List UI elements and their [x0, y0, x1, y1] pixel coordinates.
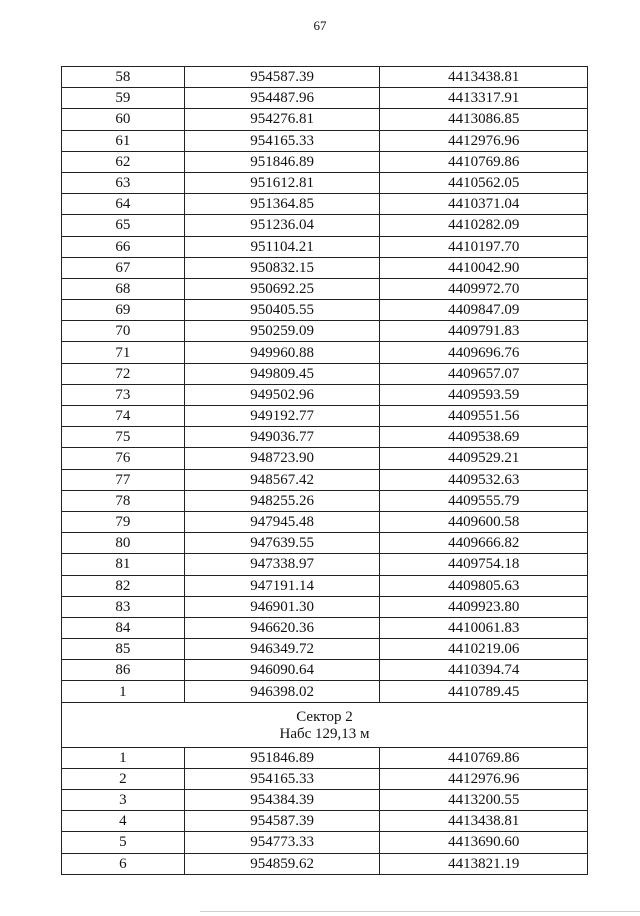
y-coordinate-cell: 4410282.09 — [380, 215, 588, 236]
table-row — [62, 194, 588, 215]
sector-header-row — [62, 702, 588, 747]
y-coordinate-cell: 4409696.76 — [380, 342, 588, 363]
point-number-cell: 59 — [62, 88, 185, 109]
x-coordinate-cell: 954165.33 — [184, 130, 380, 151]
x-coordinate-cell: 950832.15 — [184, 257, 380, 278]
x-coordinate-cell: 946349.72 — [184, 639, 380, 660]
point-number-cell: 85 — [62, 639, 185, 660]
point-number-cell: 77 — [62, 469, 185, 490]
x-coordinate-cell: 951846.89 — [184, 151, 380, 172]
table-row — [62, 768, 588, 789]
y-coordinate-cell: 4410197.70 — [380, 236, 588, 257]
y-coordinate-cell: 4410562.05 — [380, 172, 588, 193]
x-coordinate-cell: 947191.14 — [184, 575, 380, 596]
point-number-cell: 72 — [62, 363, 185, 384]
y-coordinate-cell: 4413200.55 — [380, 790, 588, 811]
x-coordinate-cell: 954587.39 — [184, 67, 380, 88]
y-coordinate-cell: 4410769.86 — [380, 151, 588, 172]
y-coordinate-cell: 4409791.83 — [380, 321, 588, 342]
table-row — [62, 67, 588, 88]
y-coordinate-cell: 4412976.96 — [380, 768, 588, 789]
x-coordinate-cell: 947945.48 — [184, 511, 380, 532]
table-row — [62, 832, 588, 853]
y-coordinate-cell: 4410219.06 — [380, 639, 588, 660]
y-coordinate-cell: 4412976.96 — [380, 130, 588, 151]
y-coordinate-cell: 4409532.63 — [380, 469, 588, 490]
point-number-cell: 2 — [62, 768, 185, 789]
table-row — [62, 533, 588, 554]
table-row — [62, 88, 588, 109]
table-row — [62, 215, 588, 236]
y-coordinate-cell: 4413317.91 — [380, 88, 588, 109]
point-number-cell: 75 — [62, 427, 185, 448]
sector-title: Сектор 2 — [296, 708, 353, 725]
table-row — [62, 790, 588, 811]
table-row — [62, 490, 588, 511]
x-coordinate-cell: 954773.33 — [184, 832, 380, 853]
table-row — [62, 172, 588, 193]
x-coordinate-cell: 954276.81 — [184, 109, 380, 130]
scan-edge-line — [200, 911, 640, 912]
y-coordinate-cell: 4409538.69 — [380, 427, 588, 448]
y-coordinate-cell: 4409529.21 — [380, 448, 588, 469]
table-row — [62, 236, 588, 257]
table-row — [62, 342, 588, 363]
point-number-cell: 4 — [62, 811, 185, 832]
point-number-cell: 3 — [62, 790, 185, 811]
x-coordinate-cell: 949960.88 — [184, 342, 380, 363]
table-row — [62, 427, 588, 448]
x-coordinate-cell: 954384.39 — [184, 790, 380, 811]
table-row — [62, 511, 588, 532]
coordinates-table-body — [62, 67, 588, 703]
table-row — [62, 321, 588, 342]
table-row — [62, 151, 588, 172]
table-row — [62, 109, 588, 130]
y-coordinate-cell: 4409923.80 — [380, 596, 588, 617]
table-row — [62, 300, 588, 321]
y-coordinate-cell: 4413821.19 — [380, 853, 588, 874]
point-number-cell: 61 — [62, 130, 185, 151]
x-coordinate-cell: 949809.45 — [184, 363, 380, 384]
x-coordinate-cell: 950405.55 — [184, 300, 380, 321]
point-number-cell: 63 — [62, 172, 185, 193]
point-number-cell: 58 — [62, 67, 185, 88]
x-coordinate-cell: 951236.04 — [184, 215, 380, 236]
x-coordinate-cell: 946620.36 — [184, 617, 380, 638]
point-number-cell: 67 — [62, 257, 185, 278]
point-number-cell: 5 — [62, 832, 185, 853]
y-coordinate-cell: 4409754.18 — [380, 554, 588, 575]
sector-2-table-body — [62, 747, 588, 874]
table-row — [62, 853, 588, 874]
x-coordinate-cell: 954587.39 — [184, 811, 380, 832]
x-coordinate-cell: 947639.55 — [184, 533, 380, 554]
table-row — [62, 130, 588, 151]
x-coordinate-cell: 951846.89 — [184, 747, 380, 768]
point-number-cell: 69 — [62, 300, 185, 321]
table-row — [62, 617, 588, 638]
x-coordinate-cell: 947338.97 — [184, 554, 380, 575]
table-row — [62, 406, 588, 427]
x-coordinate-cell: 951364.85 — [184, 194, 380, 215]
y-coordinate-cell: 4413086.85 — [380, 109, 588, 130]
y-coordinate-cell: 4409551.56 — [380, 406, 588, 427]
point-number-cell: 86 — [62, 660, 185, 681]
table-row — [62, 278, 588, 299]
x-coordinate-cell: 951612.81 — [184, 172, 380, 193]
x-coordinate-cell: 949192.77 — [184, 406, 380, 427]
point-number-cell: 79 — [62, 511, 185, 532]
point-number-cell: 76 — [62, 448, 185, 469]
y-coordinate-cell: 4410061.83 — [380, 617, 588, 638]
point-number-cell: 64 — [62, 194, 185, 215]
point-number-cell: 83 — [62, 596, 185, 617]
sector-header-group — [62, 702, 588, 747]
point-number-cell: 80 — [62, 533, 185, 554]
y-coordinate-cell: 4409600.58 — [380, 511, 588, 532]
table-row — [62, 469, 588, 490]
point-number-cell: 66 — [62, 236, 185, 257]
x-coordinate-cell: 954165.33 — [184, 768, 380, 789]
y-coordinate-cell: 4410769.86 — [380, 747, 588, 768]
table-row — [62, 257, 588, 278]
x-coordinate-cell: 954859.62 — [184, 853, 380, 874]
point-number-cell: 1 — [62, 747, 185, 768]
x-coordinate-cell: 951104.21 — [184, 236, 380, 257]
point-number-cell: 62 — [62, 151, 185, 172]
point-number-cell: 78 — [62, 490, 185, 511]
point-number-cell: 84 — [62, 617, 185, 638]
y-coordinate-cell: 4409666.82 — [380, 533, 588, 554]
y-coordinate-cell: 4410042.90 — [380, 257, 588, 278]
x-coordinate-cell: 954487.96 — [184, 88, 380, 109]
table-row — [62, 681, 588, 702]
table-row — [62, 639, 588, 660]
sector-header-cell — [62, 702, 588, 747]
table-row — [62, 575, 588, 596]
table-row — [62, 660, 588, 681]
x-coordinate-cell: 948723.90 — [184, 448, 380, 469]
point-number-cell: 68 — [62, 278, 185, 299]
table-row — [62, 554, 588, 575]
y-coordinate-cell: 4410789.45 — [380, 681, 588, 702]
point-number-cell: 73 — [62, 384, 185, 405]
y-coordinate-cell: 4413438.81 — [380, 811, 588, 832]
x-coordinate-cell: 950259.09 — [184, 321, 380, 342]
table-row — [62, 811, 588, 832]
x-coordinate-cell: 949502.96 — [184, 384, 380, 405]
y-coordinate-cell: 4409972.70 — [380, 278, 588, 299]
page-number: 67 — [313, 18, 327, 33]
y-coordinate-cell: 4409805.63 — [380, 575, 588, 596]
y-coordinate-cell: 4410371.04 — [380, 194, 588, 215]
x-coordinate-cell: 948255.26 — [184, 490, 380, 511]
point-number-cell: 82 — [62, 575, 185, 596]
point-number-cell: 1 — [62, 681, 185, 702]
x-coordinate-cell: 948567.42 — [184, 469, 380, 490]
table-row — [62, 448, 588, 469]
x-coordinate-cell: 946090.64 — [184, 660, 380, 681]
y-coordinate-cell: 4413438.81 — [380, 67, 588, 88]
point-number-cell: 70 — [62, 321, 185, 342]
y-coordinate-cell: 4409847.09 — [380, 300, 588, 321]
y-coordinate-cell: 4409657.07 — [380, 363, 588, 384]
point-number-cell: 60 — [62, 109, 185, 130]
y-coordinate-cell: 4409555.79 — [380, 490, 588, 511]
coordinates-table — [61, 66, 588, 875]
x-coordinate-cell: 949036.77 — [184, 427, 380, 448]
sector-subtitle: Набс 129,13 м — [279, 725, 370, 742]
table-row — [62, 596, 588, 617]
y-coordinate-cell: 4413690.60 — [380, 832, 588, 853]
point-number-cell: 74 — [62, 406, 185, 427]
table-row — [62, 363, 588, 384]
x-coordinate-cell: 950692.25 — [184, 278, 380, 299]
table-row — [62, 747, 588, 768]
y-coordinate-cell: 4410394.74 — [380, 660, 588, 681]
point-number-cell: 71 — [62, 342, 185, 363]
point-number-cell: 65 — [62, 215, 185, 236]
x-coordinate-cell: 946398.02 — [184, 681, 380, 702]
table-row — [62, 384, 588, 405]
point-number-cell: 6 — [62, 853, 185, 874]
point-number-cell: 81 — [62, 554, 185, 575]
y-coordinate-cell: 4409593.59 — [380, 384, 588, 405]
x-coordinate-cell: 946901.30 — [184, 596, 380, 617]
